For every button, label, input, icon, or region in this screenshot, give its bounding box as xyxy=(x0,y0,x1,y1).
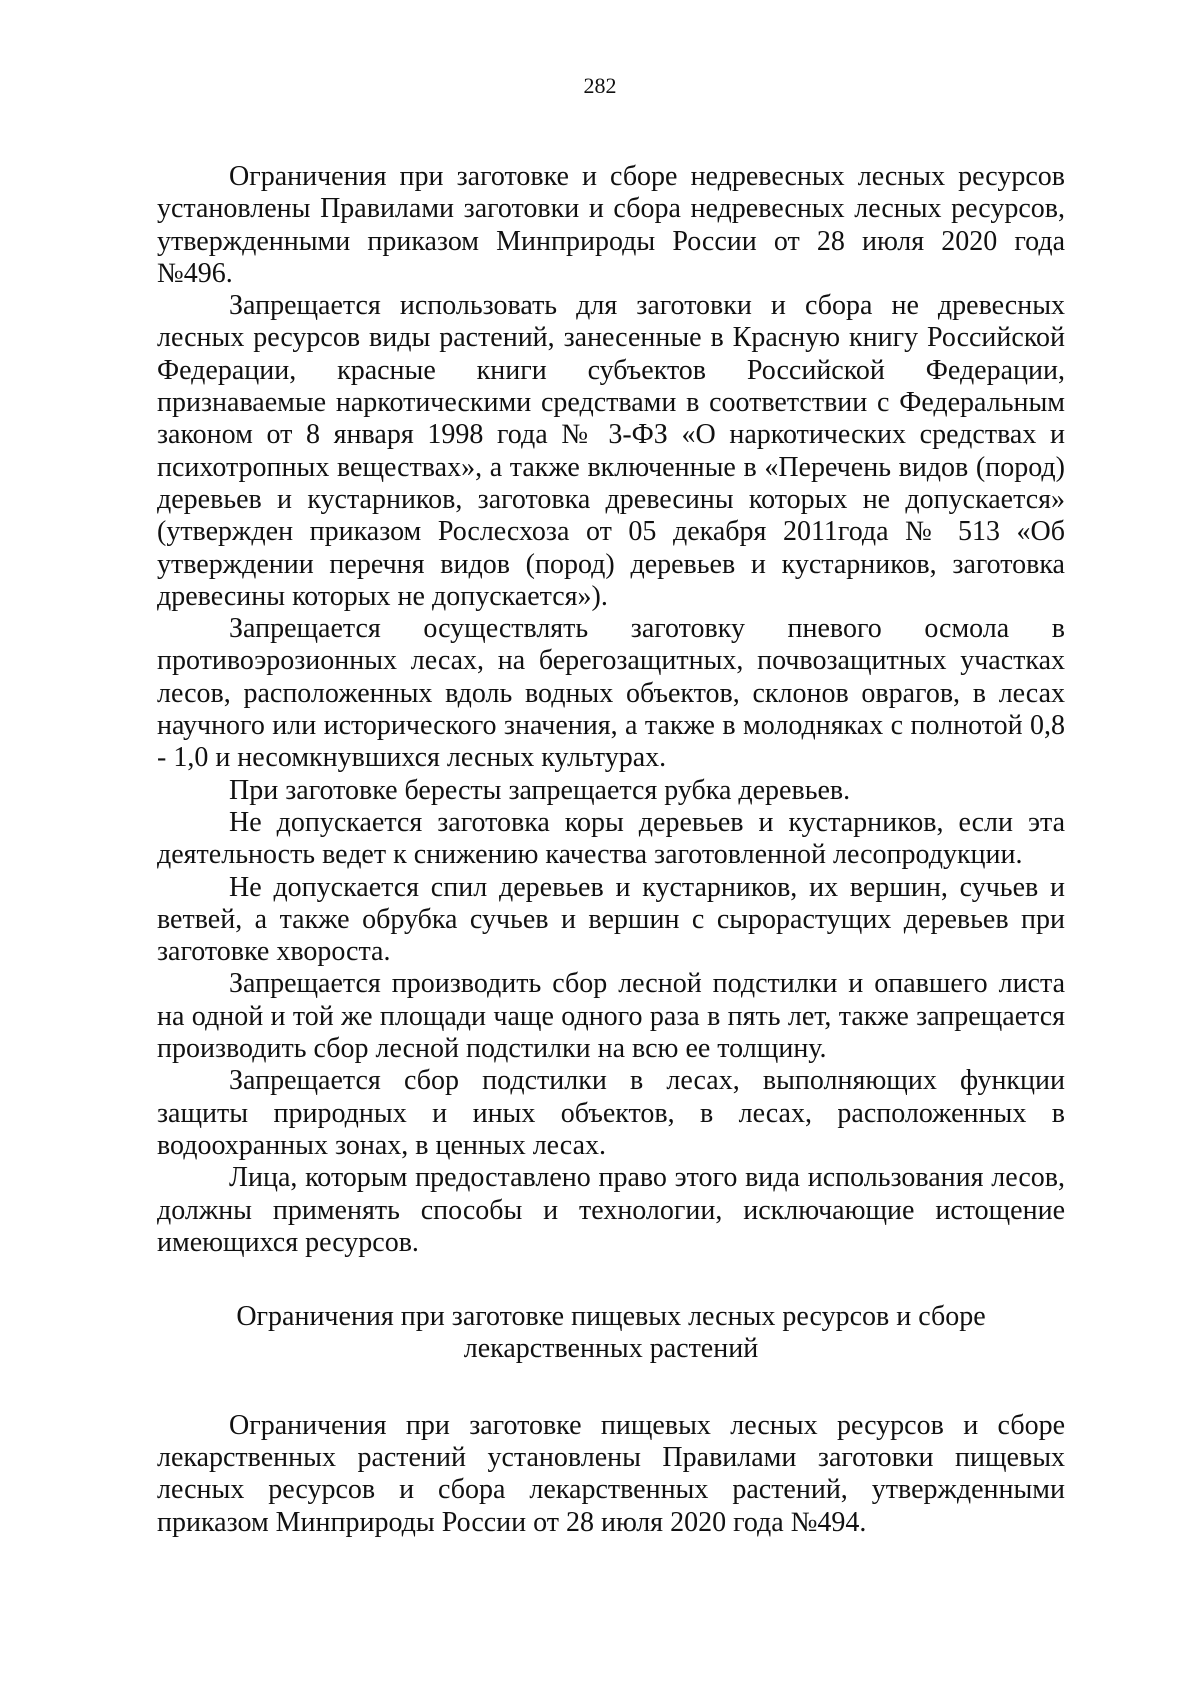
paragraph-responsible-persons: Лица, которым предоставлено право этого вида использования лесов, должны применять способы и технологии, исключающие истощение имеющихся ресурсов. xyxy=(157,1162,1065,1258)
paragraph-stump-resin: Запрещается осуществлять заготовку пневого осмола в противоэрозионных лесах, на берегозащитных, почвозащитных участках лесов, расположенных вдоль водных объектов, склонов оврагов, в лесах научного или исторического значения, а также в молодняках с полнотой 0,8 - 1,0 и несомкнувшихся лесных культурах. xyxy=(157,613,1065,774)
section-heading xyxy=(157,1301,1065,1366)
paragraph-litter-frequency: Запрещается производить сбор лесной подстилки и опавшего листа на одной и той же площади чаще одного раза в пять лет, также запрещается производить сбор лесной подстилки на всю ее толщину. xyxy=(157,968,1065,1065)
paragraph-tree-bark: Не допускается заготовка коры деревьев и кустарников, если эта деятельность ведет к снижению качества заготовленной лесопродукции. xyxy=(157,806,1065,871)
paragraph-prohibited-species: Запрещается использовать для заготовки и сбора не древесных лесных ресурсов виды растений, занесенные в Красную книгу Российской Федерации, красные книги субъектов Российской Федерации, признаваемые наркотическими средствами в соответствии с Федеральным законом от 8 января 1998 года № 3-ФЗ «О наркотических средствах и психотропных веществах», а также включенные в «Перечень видов (пород) деревьев и кустарников, заготовка древесины которых не допускается» (утвержден приказом Рослесхоза от 05 декабря 2011года № 513 «Об утверждении перечня видов (пород) деревьев и кустарников, заготовка древесины которых не допускается»). xyxy=(157,290,1065,612)
paragraph-litter-protected: Запрещается сбор подстилки в лесах, выполняющих функции защиты природных и иных объектов, в лесах, расположенных в водоохранных зонах, в ценных лесах. xyxy=(157,1065,1065,1161)
paragraph-nontimber-rules: Ограничения при заготовке и сборе недревесных лесных ресурсов установлены Правилами заготовки и сбора недревесных лесных ресурсов, утвержденными приказом Минприроды России от 28 июля 2020 года №496. xyxy=(157,161,1065,289)
paragraph-birch-bark: При заготовке бересты запрещается рубка деревьев. xyxy=(229,774,851,806)
paragraph-brushwood: Не допускается спил деревьев и кустарников, их вершин, сучьев и ветвей, а также обрубка сучьев и вершин с сырорастущих деревьев при заготовке хвороста. xyxy=(157,871,1065,968)
section-heading-line-2: лекарственных растений xyxy=(463,1333,759,1365)
section-heading-line-1: Ограничения при заготовке пищевых лесных ресурсов и сборе xyxy=(236,1301,986,1333)
page-number: 282 xyxy=(583,73,617,98)
document-body xyxy=(157,161,1065,1539)
paragraph-food-resources-rules: Ограничения при заготовке пищевых лесных ресурсов и сборе лекарственных растений установлены Правилами заготовки пищевых лесных ресурсов и сбора лекарственных растений, утвержденными приказом Минприроды России от 28 июля 2020 года №494. xyxy=(157,1409,1065,1538)
